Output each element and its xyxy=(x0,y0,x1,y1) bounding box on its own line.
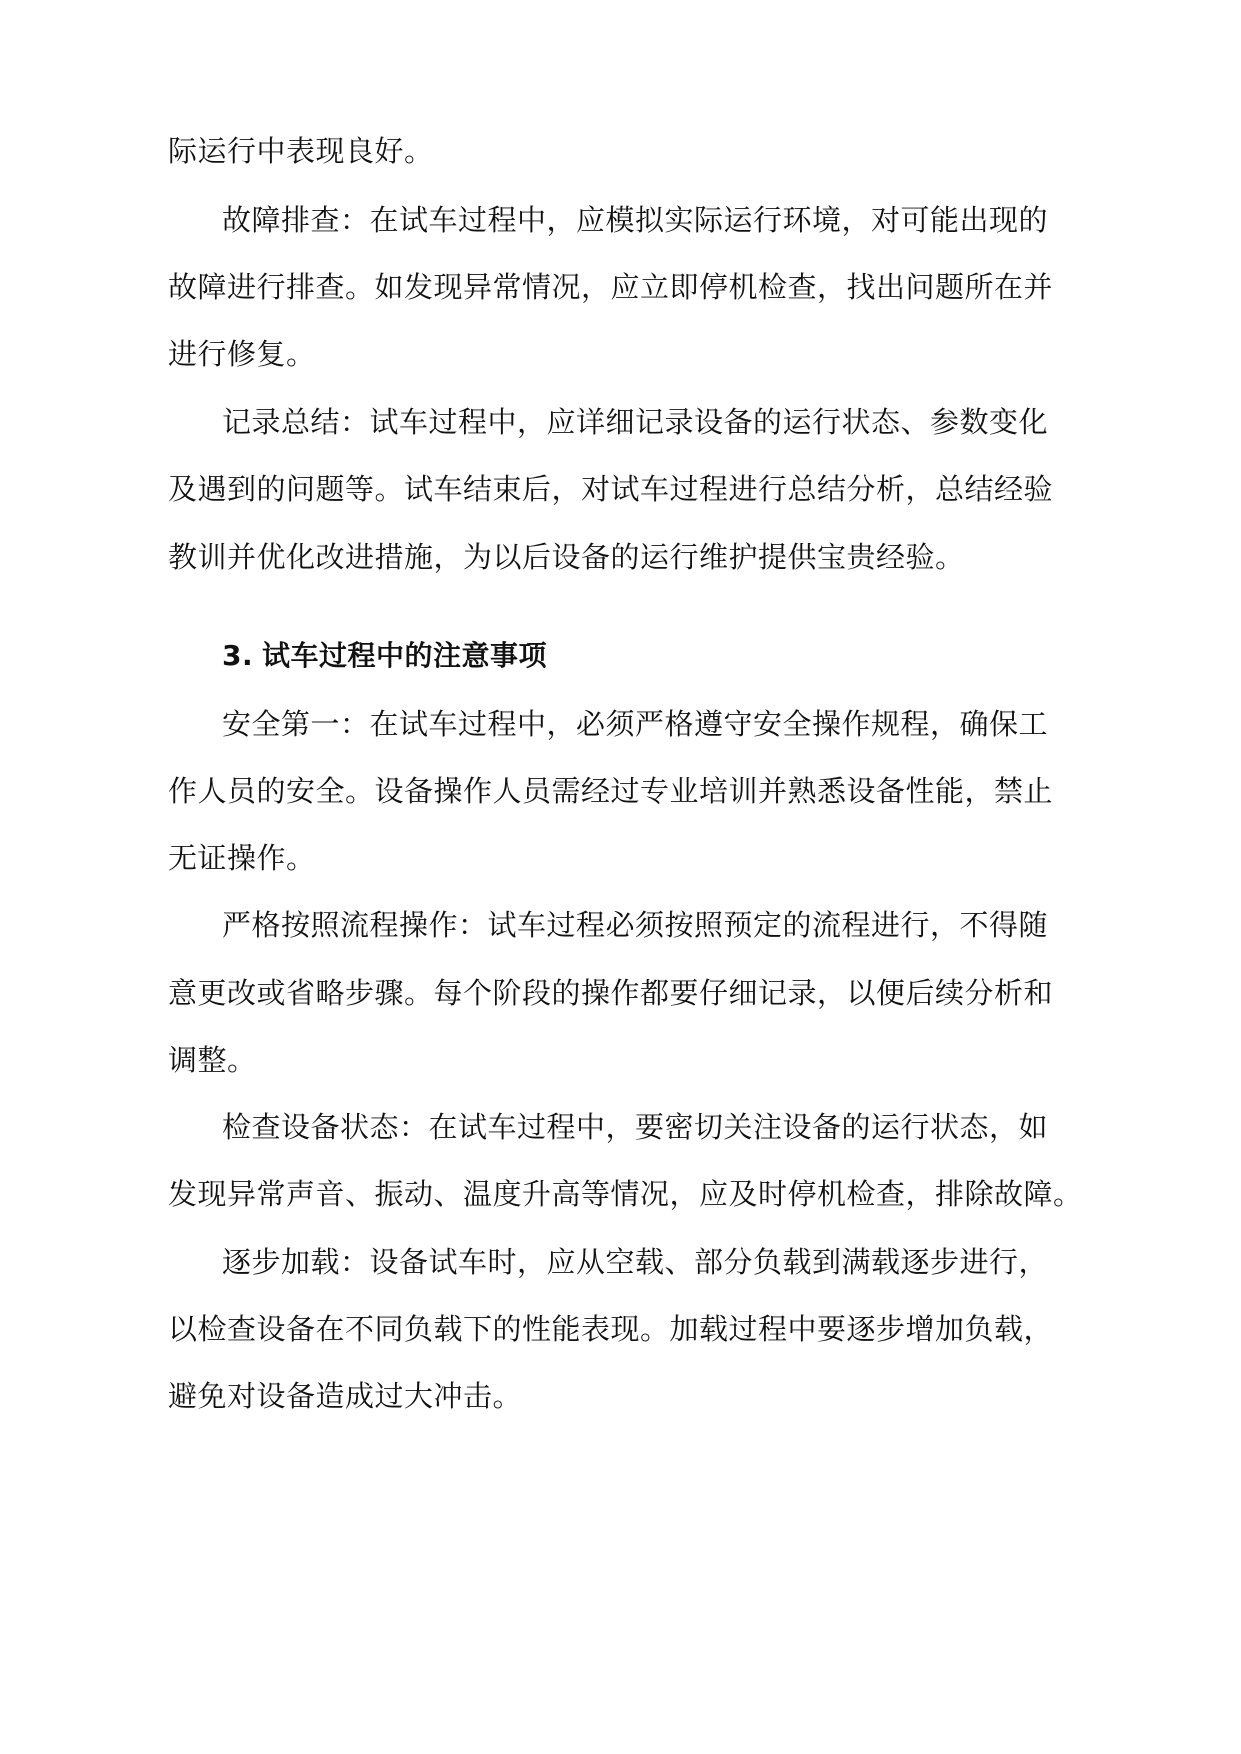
text-line: 教训并优化改进措施，为以后设备的运行维护提供宝贵经验。 xyxy=(168,540,965,574)
text-line: 记录总结：试车过程中，应详细记录设备的运行状态、参数变化 xyxy=(222,405,1049,439)
text-line: 安全第一：在试车过程中，必须严格遵守安全操作规程，确保工 xyxy=(222,707,1049,741)
text-line: 进行修复。 xyxy=(168,337,316,371)
text-line: 发现异常声音、振动、温度升高等情况，应及时停机检查，排除故障。 xyxy=(168,1177,1083,1211)
text-line: 严格按照流程操作：试车过程必须按照预定的流程进行，不得随 xyxy=(222,908,1049,942)
text-line: 意更改或省略步骤。每个阶段的操作都要仔细记录，以便后续分析和 xyxy=(168,976,1054,1010)
text-line: 逐步加载：设备试车时，应从空载、部分负载到满载逐步进行， xyxy=(222,1245,1049,1279)
text-line: 以检查设备在不同负载下的性能表现。加载过程中要逐步增加负载， xyxy=(168,1312,1054,1346)
text-line: 检查设备状态：在试车过程中，要密切关注设备的运行状态，如 xyxy=(222,1110,1049,1144)
section-heading xyxy=(0,626,1241,686)
text-line: 故障排查：在试车过程中，应模拟实际运行环境，对可能出现的 xyxy=(222,203,1049,237)
text-line: 际运行中表现良好。 xyxy=(168,134,434,168)
text-line: 作人员的安全。设备操作人员需经过专业培训并熟悉设备性能，禁止 xyxy=(168,774,1054,808)
section-number: 3. xyxy=(222,639,254,672)
text-line: 调整。 xyxy=(168,1043,257,1077)
text-line: 避免对设备造成过大冲击。 xyxy=(168,1379,523,1413)
text-line: 无证操作。 xyxy=(168,841,316,875)
text-line: 及遇到的问题等。试车结束后，对试车过程进行总结分析，总结经验 xyxy=(168,472,1054,506)
text-line: 故障进行排查。如发现异常情况，应立即停机检查，找出问题所在并 xyxy=(168,270,1054,304)
section-title: 试车过程中的注意事项 xyxy=(262,639,548,672)
